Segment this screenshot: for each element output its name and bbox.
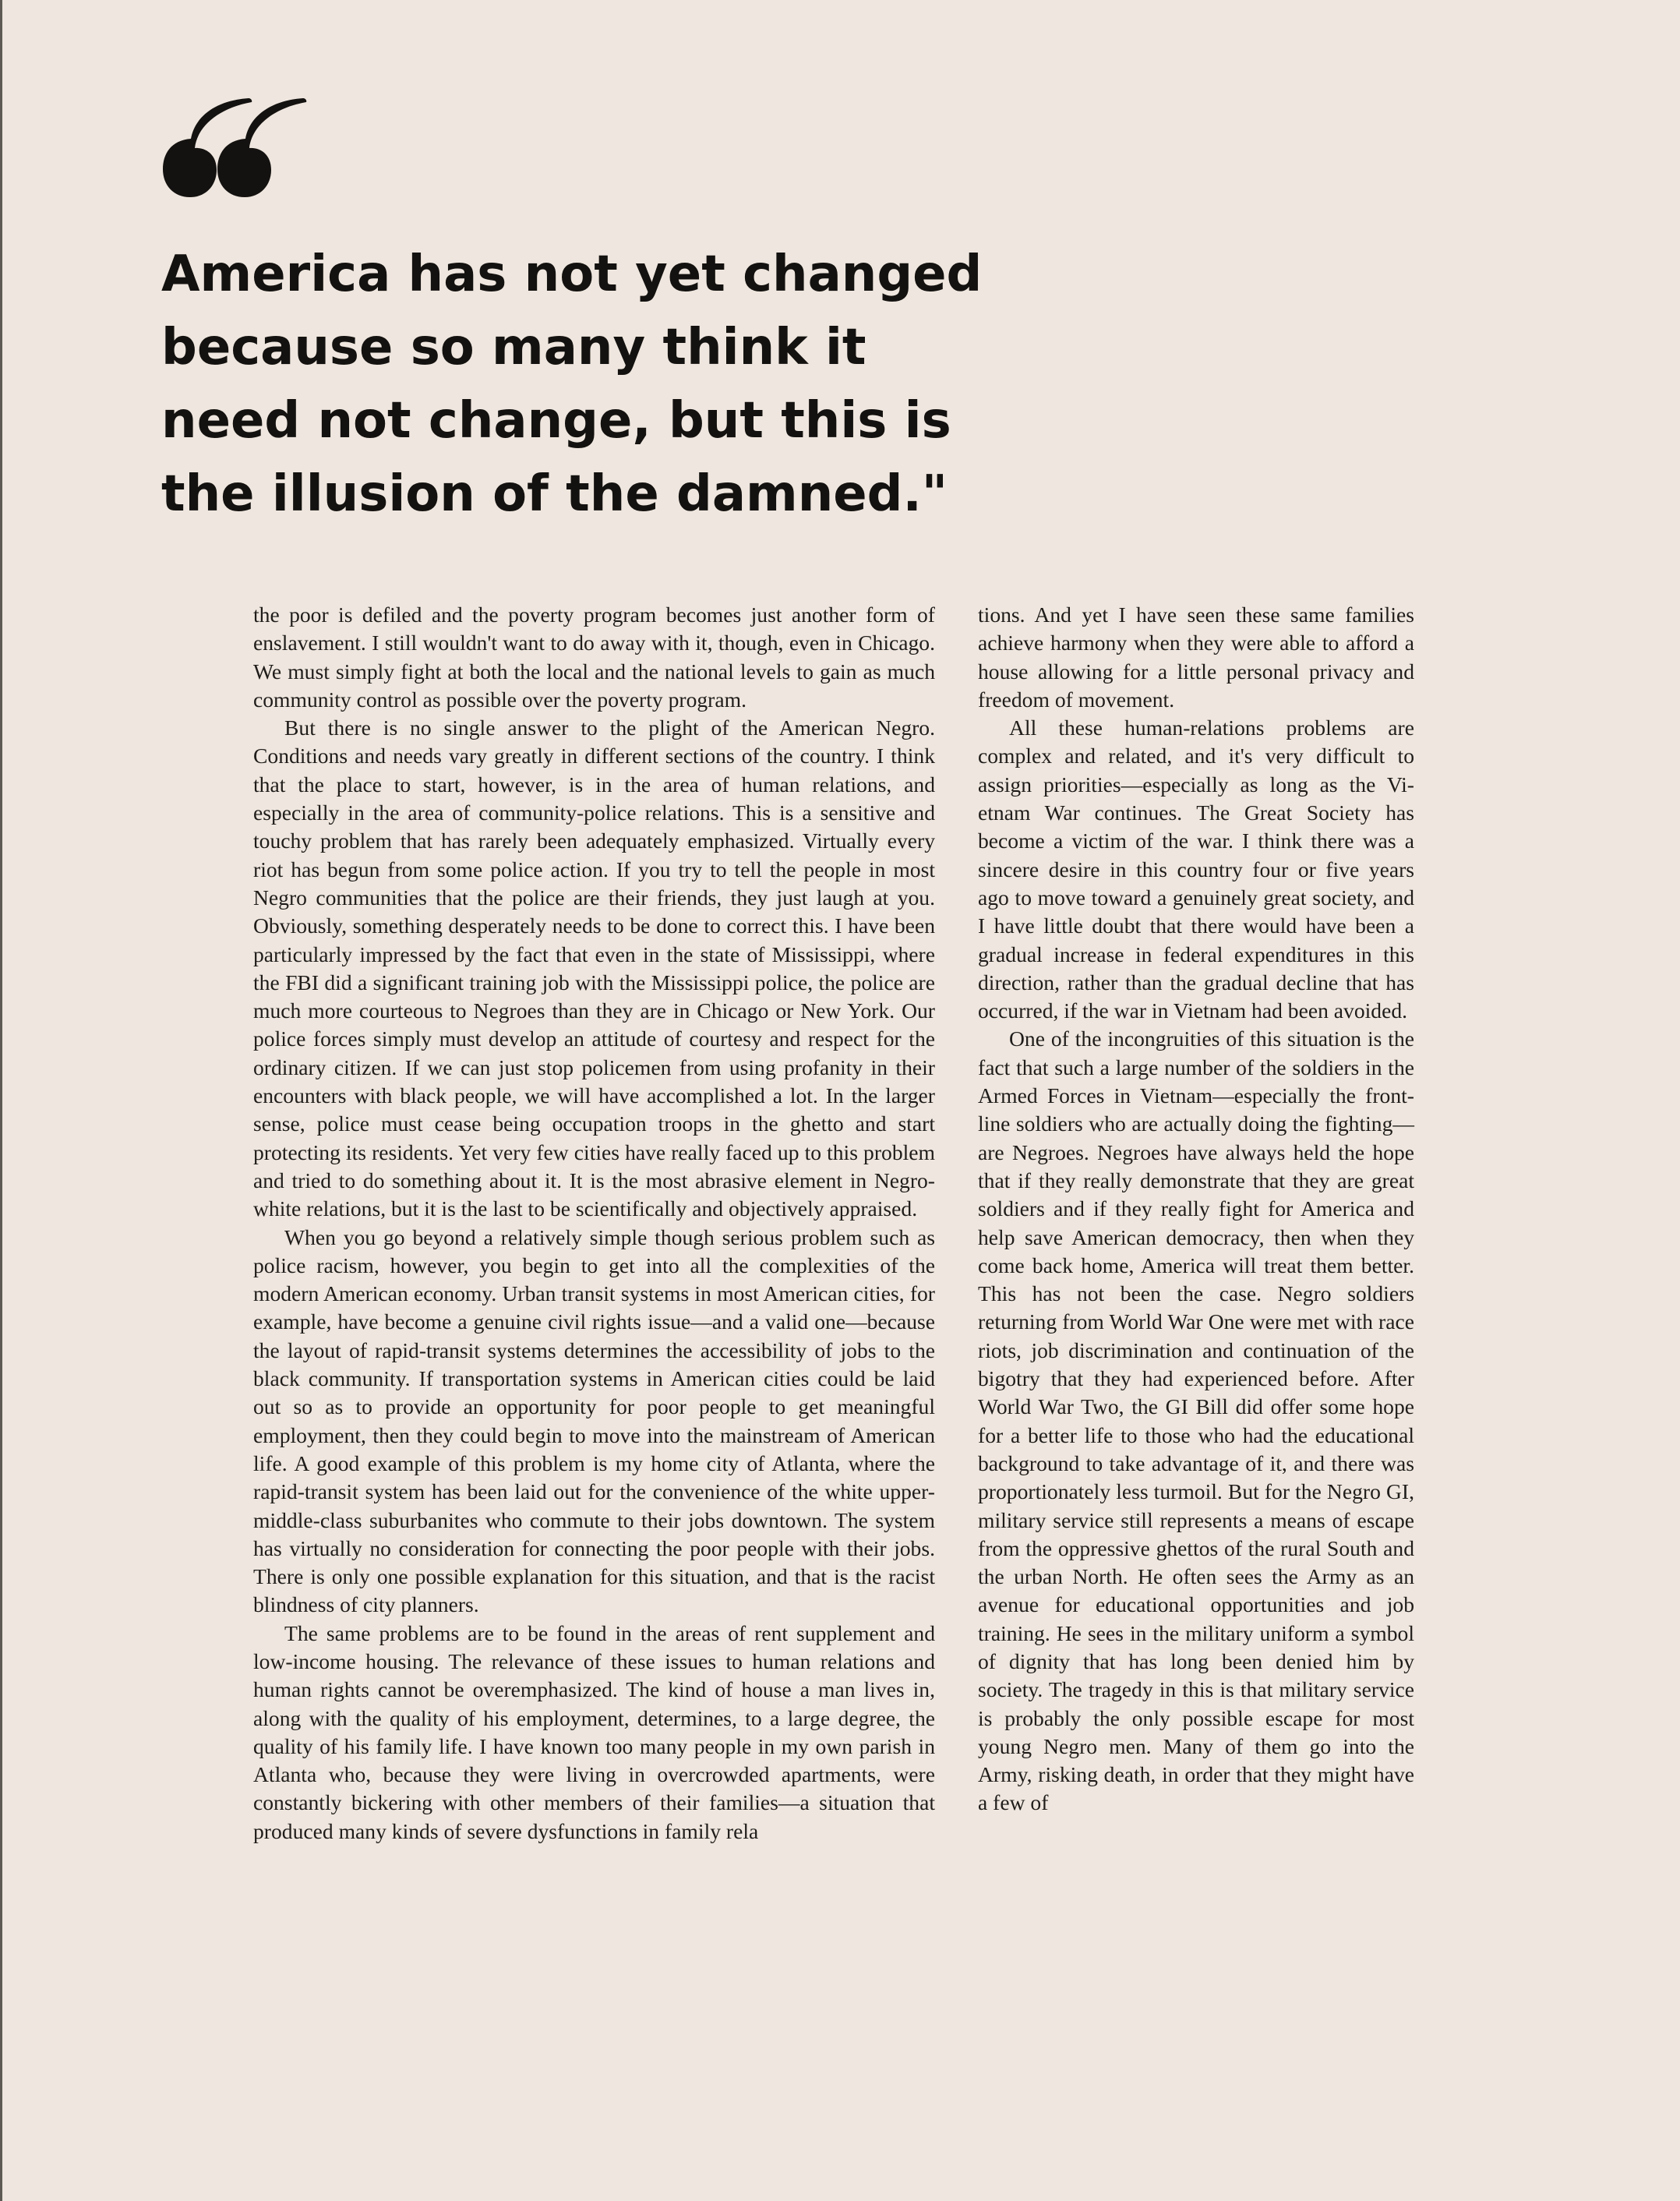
body-paragraph: When you go beyond a relatively simple though serious problem such as police racism, however, you begin to get into all the complexities of the modern American economy. Urban transit systems in most American cities, for example, have become a genuine civil rights issue—and a valid one—because the layout of rapid-transit systems determines the accessibility of jobs to the black community. If transportation systems in American cities could be laid out so as to provide an opportunity for poor people to get meaningful employment, then they could begin to move into the mainstream of American life. A good example of this problem is my home city of Atlanta, where the rapid-transit system has been laid out for the convenience of the white upper-middle-class suburbanites who commute to their jobs downtown. The system has virtually no consideration for connecting the poor people with their jobs. There is only one possible explanation for this situation, and that is the racist blindness of city planners. [253,1224,935,1617]
page-edge-rule [0,0,2,2201]
pull-quote-line: the illusion of the damned." [161,465,948,523]
body-paragraph: the poor is defiled and the poverty program becomes just another form of enslavement. I still wouldn't want to do away with it, though, even in Chicago. We must simply fight at both the local and the national levels to gain as much community control as possible over the poverty program. [253,602,935,712]
body-paragraph: All these human-relations problems are complex and related, and it's very difficult to assign priorities—especially as long as the Vietnam War continues. The Great Society has become a victim of the war. I think there was a sincere desire in this country four or five years ago to move toward a genuinely great society, and I have little doubt that there would have been a gradual increase in federal expenditures in this direction, rather than the gradual decline that has occurred, if the war in Vietnam had been avoided. [978,715,1414,1023]
body-paragraph: tions. And yet I have seen these same families achieve harmony when they were able to afford a house allowing for a little personal privacy and freedom of movement. [978,602,1414,712]
body-column-left [253,601,935,1846]
body-paragraph: The same problems are to be found in the areas of rent supplement and low-income housing. The relevance of these issues to human relations and human rights cannot be overemphasized. The kind of house a man lives in, along with the quality of his employment, determines, to a large degree, the quality of his family life. I have known too many people in my own parish in Atlanta who, because they were living in overcrowded apartments, were constantly bickering with other members of their families—a situation that produced many kinds of severe dysfunctions in family rela [253,1620,935,1843]
pull-quote-line: because so many think it [161,319,866,376]
body-column-right [978,601,1414,1818]
pull-quote-line: need not change, but this is [161,392,951,450]
pull-quote [161,238,983,531]
body-paragraph: One of the incongruities of this situation is the fact that such a large number of the soldiers in the Armed Forces in Vietnam—especially the front-line soldiers who are actually doing the fighting—are Negroes. Negroes have always held the hope that if they really demonstrate that they are great soldiers and if they really fight for America and help save American democracy, then when they come back home, America will treat them better. This has not been the case. Negro soldiers returning from World War One were met with race riots, job discrimination and continuation of the bigotry that they had experienced before. After World War Two, the GI Bill did offer some hope for a better life to those who had the educational background to take advantage of it, and there was proportionately less turmoil. But for the Negro GI, military service still represents a means of escape from the oppressive ghettos of the rural South and the urban North. He often sees the Army as an avenue for educational opportunities and job training. He sees in the military uniform a symbol of dignity that has long been denied him by society. The tragedy in this is that military service is probably the only possible escape for most young Negro men. Many of them go into the Army, risking death, in order that they might have a few of [978,1026,1414,1815]
open-quote-icon [152,82,308,214]
pull-quote-line: America has not yet changed [161,246,983,303]
body-paragraph: But there is no single answer to the plight of the American Negro. Conditions and needs vary greatly in different sections of the country. I think that the place to start, however, is in the area of human relations, and especially in the area of community-police relations. This is a sensitive and touchy problem that has rarely been adequately emphasized. Virtually every riot has begun from some police action. If you try to tell the people in most Negro communities that the police are their friends, they just laugh at you. Obviously, something desperately needs to be done to correct this. I have been particularly impressed by the fact that even in the state of Mississippi, where the FBI did a significant training job with the Mississippi police, the police are much more courteous to Negroes than they are in Chicago or New York. Our police forces simply must develop an attitude of courtesy and respect for the ordinary citizen. If we can just stop policemen from using profanity in their encounters with black people, we will have accomplished a lot. In the larger sense, police must cease being occupation troops in the ghetto and start protecting its residents. Yet very few cities have really faced up to this problem and tried to do something about it. It is the most abrasive element in Negro-white relations, but it is the last to be scientifically and objectively appraised. [253,715,935,1221]
